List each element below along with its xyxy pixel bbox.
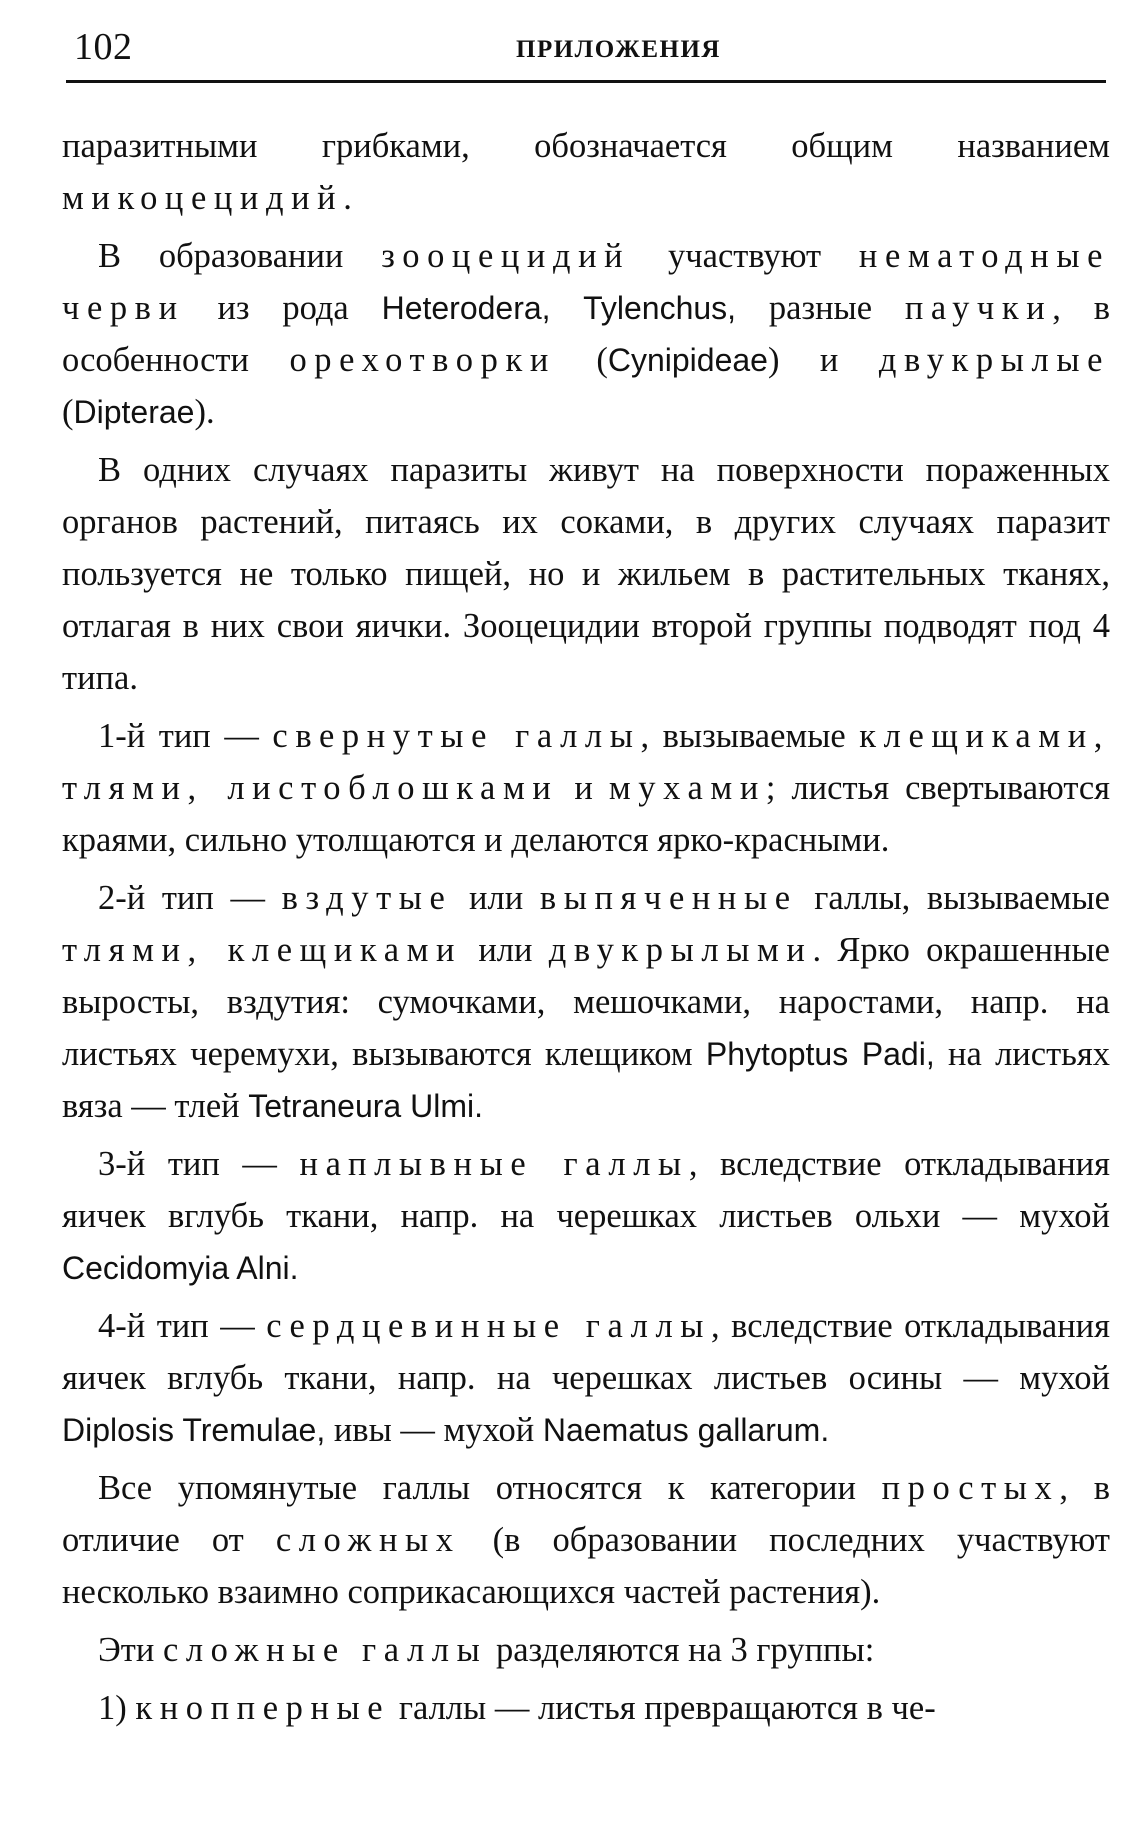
text-run: (в образовании последних участвуют несколько взаимно соприкасающихся частей растения). [62,1521,1110,1611]
spaced-emphasis-term: простых [881,1469,1060,1507]
page-header [66,22,1106,72]
spaced-emphasis-term: кнопперные [135,1689,391,1727]
spaced-emphasis-term: свернутые галлы [272,717,641,755]
text-run: . Ярко окрашенные выросты, вздутия: сумочками, мешочками, наростами, напр. на листьях черемухи, вызываются клещиком [62,931,1110,1073]
spaced-emphasis-term: тлями, клещиками [62,931,463,969]
text-run: 1-й тип — [98,717,273,755]
text-run: В образовании [98,237,382,275]
paragraph-5 [62,872,1110,1132]
spaced-emphasis-term: наплывные галлы [299,1145,689,1183]
text-run: и [558,769,609,807]
latin-name: Cecidomyia Alni. [62,1250,299,1286]
text-run: ; листья свертываются краями, сильно утолщаются и делаются ярко-красными. [62,769,1111,859]
text-run: ) и [767,341,879,379]
text-run: ( [62,393,74,431]
paragraph-6 [62,1138,1110,1294]
spaced-emphasis-term: двукрылыми [548,931,813,969]
header-rule [66,80,1106,83]
text-run: участвуют [630,237,859,275]
spaced-emphasis-term: нематодные черви [62,237,1111,327]
spaced-emphasis-term: сложные галлы [162,1631,488,1669]
latin-name: Diplosis Tremulae, [62,1412,326,1448]
paragraph-3 [62,444,1110,704]
text-run: Эти [98,1631,163,1669]
spaced-emphasis-term: микоцецидий [62,179,344,217]
paragraph-9 [62,1624,1110,1676]
paragraph-8 [62,1462,1110,1618]
text-run: , вследствие откладывания яичек вглубь ткани, напр. на черешках листьев осины — мухой [62,1307,1110,1397]
page-number: 102 [74,26,133,68]
text-run: Все упомянутые галлы относятся к категории [98,1469,882,1507]
paragraph-4 [62,710,1110,866]
text-run: 3-й тип — [98,1145,300,1183]
text-run: паразитными грибками, обозначается общим названием [62,127,1110,165]
text-run: ( [555,341,608,379]
text-run: разные [736,289,905,327]
text-run: 4-й тип — [98,1307,267,1345]
latin-name: Phytoptus Padi, [705,1036,935,1072]
text-run: , в отличие от [62,1469,1110,1559]
text-run: из рода [184,289,382,327]
spaced-emphasis-term: мухами [608,769,766,807]
running-head: ПРИЛОЖЕНИЯ [516,36,721,63]
text-run: , вызываемые [640,717,860,755]
spaced-emphasis-term: сердцевинные галлы [266,1307,712,1345]
latin-name: Tetraneura Ulmi. [248,1088,483,1124]
spaced-emphasis-term: зооцецидий [381,237,631,275]
text-run: ). [194,393,215,431]
text-run: В одних случаях паразиты живут на поверхности пораженных органов растений, питаясь их соками, в других случаях паразит пользуется не только пищей, но и жильем в растительных тканях, отлагая в них свои яички. Зооцецидии второй группы подводят под 4 типа. [62,451,1110,697]
paragraph-2 [62,230,1110,438]
text-run: . [343,179,352,217]
text-run: ивы — мухой [325,1411,543,1449]
spaced-emphasis-term: двукрылые [878,341,1110,379]
latin-name: Naematus gallarum. [542,1412,830,1448]
text-run: разделяются на 3 группы: [487,1631,875,1669]
text-run: галлы — листья превращаются в че- [390,1689,936,1727]
paragraph-1 [62,120,1110,224]
latin-name: Heterodera, Tylenchus, [381,290,737,326]
text-run: 1) [98,1689,136,1727]
paragraph-10 [62,1682,1110,1734]
spaced-emphasis-term: выпяченные [539,879,798,917]
text-run: 2-й тип — [98,879,282,917]
text-run: на листьях вяза — тлей [62,1035,1110,1125]
spaced-emphasis-term: паучки [904,289,1053,327]
body-text [62,120,1110,1740]
spaced-emphasis-term: орехотворки [289,341,556,379]
text-run: галлы, вызываемые [797,879,1110,917]
paragraph-7 [62,1300,1110,1456]
spaced-emphasis-term: клещиками, тлями, листоблошками [62,717,1110,807]
spaced-emphasis-term: вздутые [281,879,453,917]
spaced-emphasis-term: сложных [275,1521,461,1559]
text-run: , в особенности [62,289,1110,379]
latin-name: Cynipideae [607,342,768,378]
text-run: или [462,931,549,969]
latin-name: Dipterae [73,394,195,430]
text-run: , вследствие откладывания яичек вглубь ткани, напр. на черешках листьев ольхи — мухой [62,1145,1110,1235]
text-run: или [452,879,540,917]
